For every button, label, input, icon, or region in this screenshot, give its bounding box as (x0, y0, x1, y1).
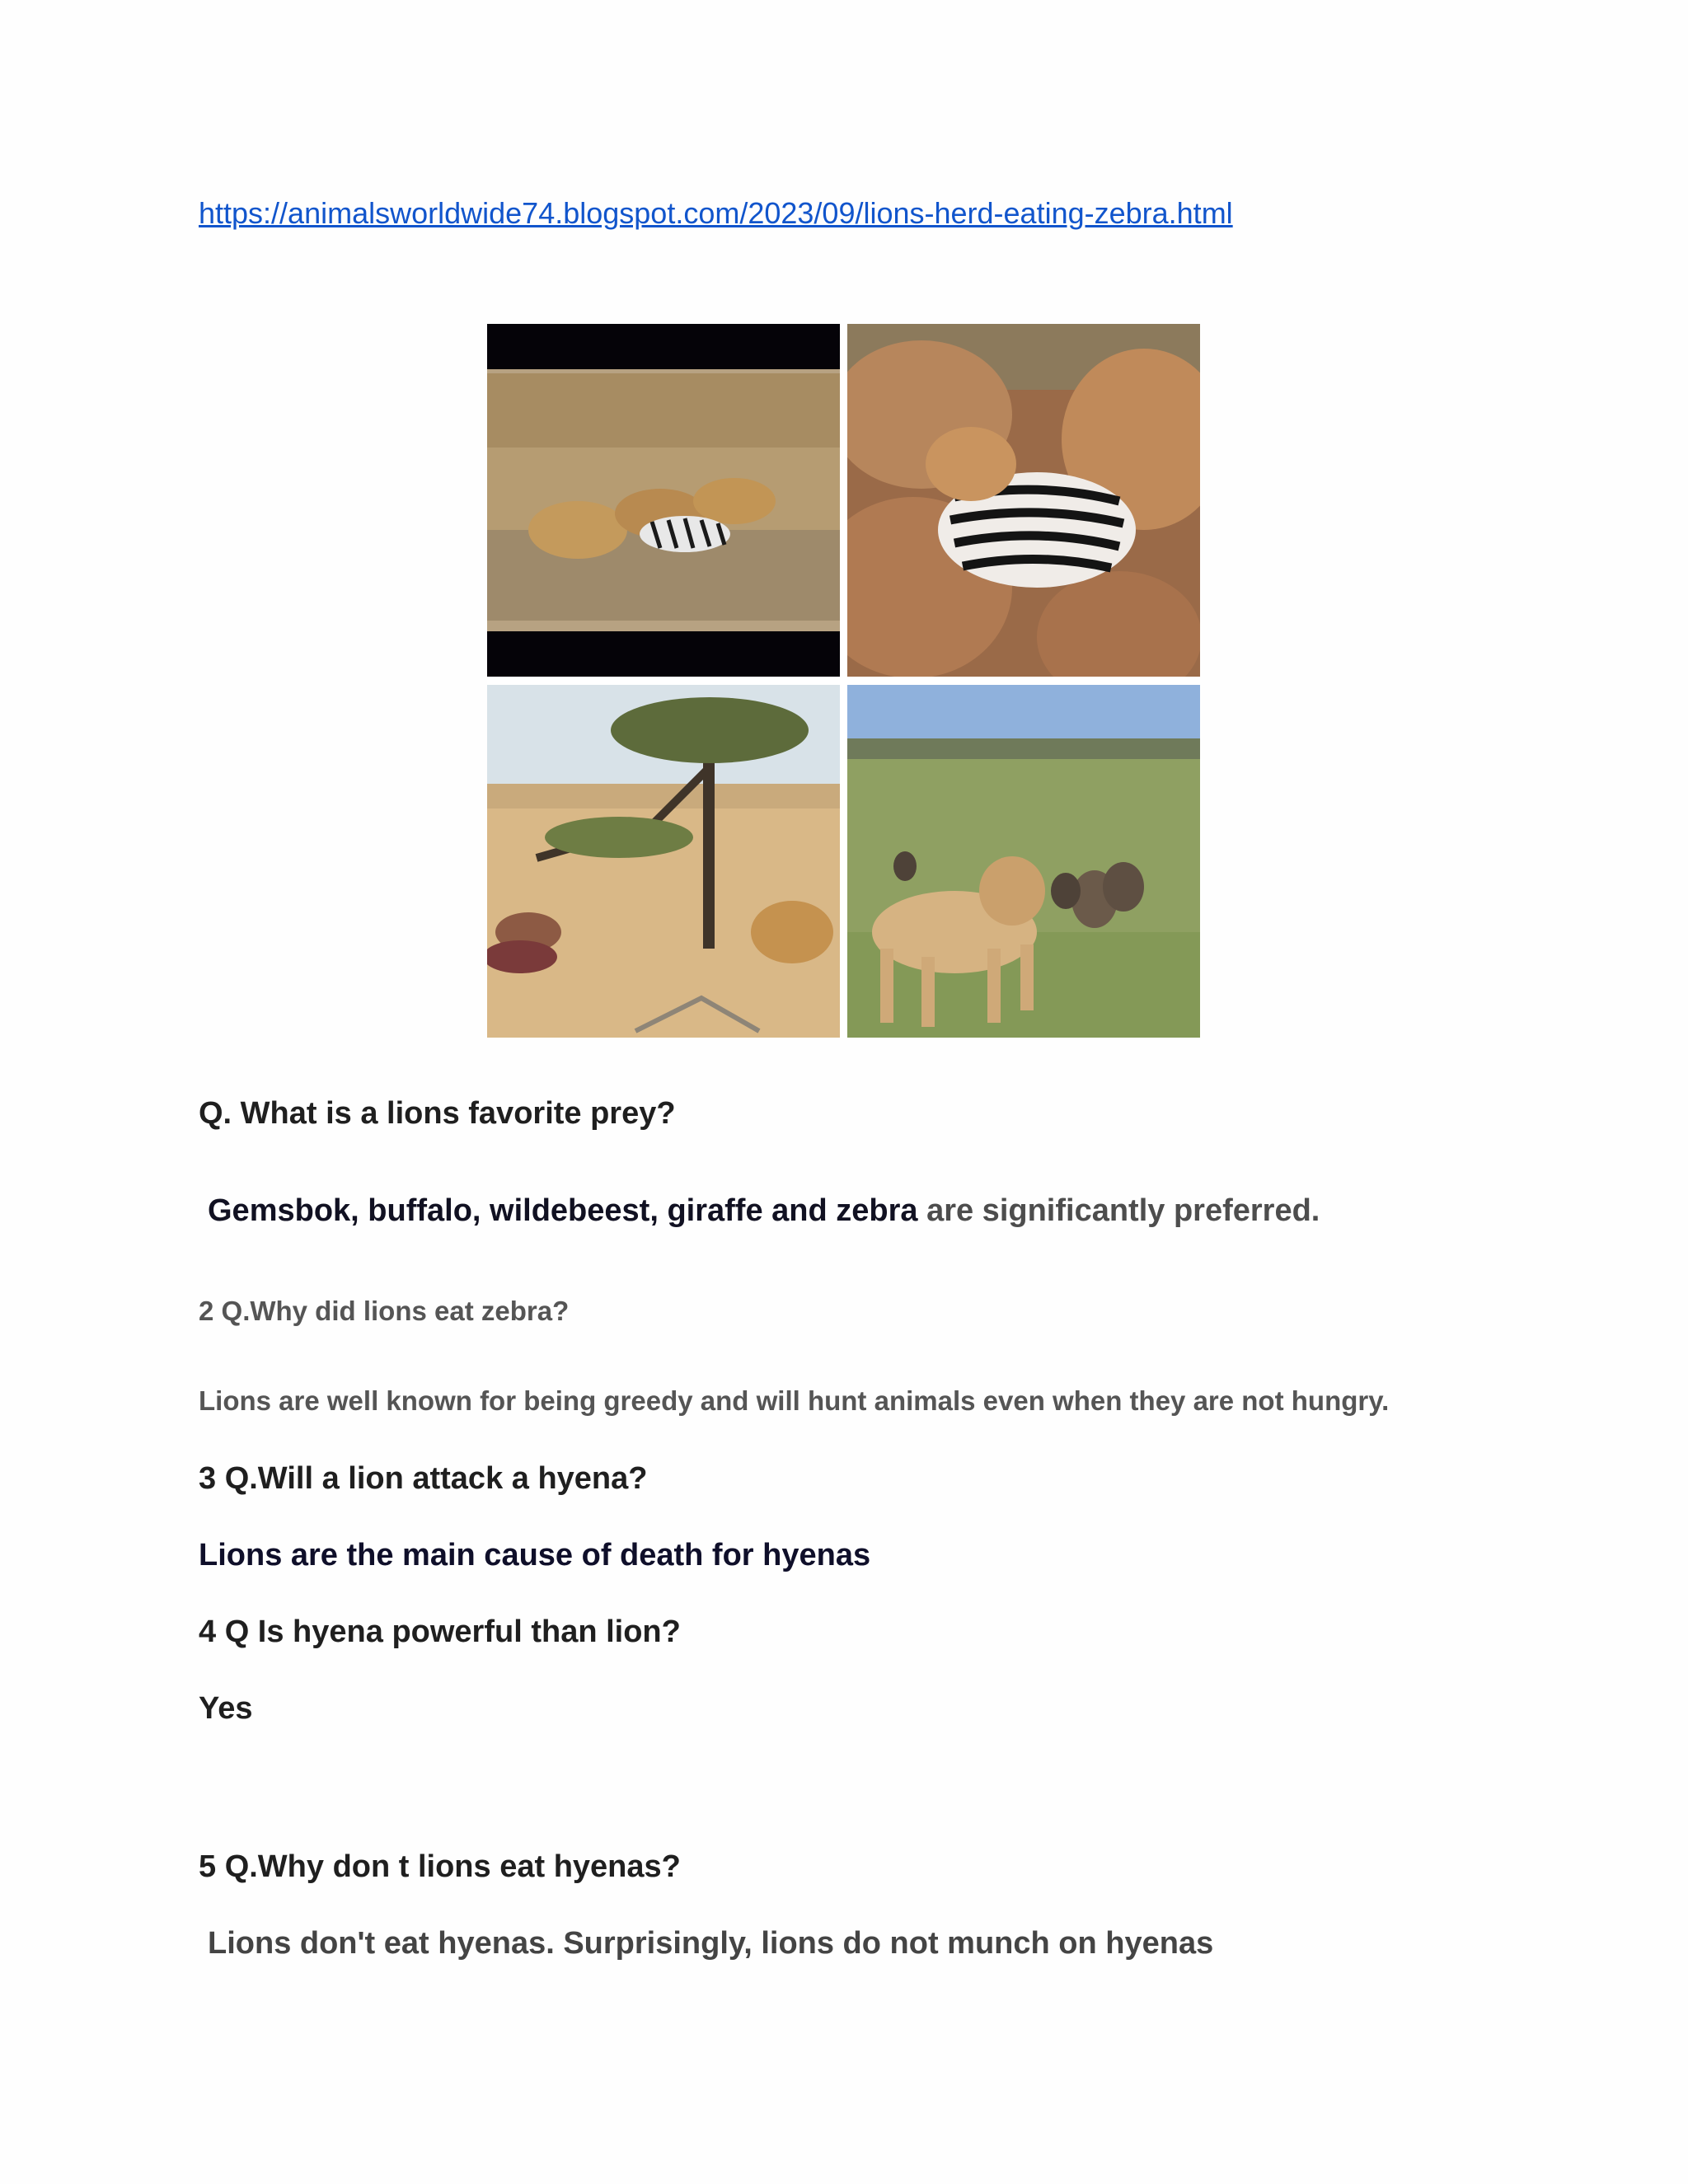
answer-5: Lions don't eat hyenas. Surprisingly, lions do not munch on hyenas (208, 1926, 1214, 1961)
photo-lion-facing-hyenas (847, 685, 1200, 1038)
photo-lion-with-carcass-under-tree (487, 685, 840, 1038)
answer-1-rest: are significantly preferred. (917, 1193, 1320, 1228)
photo-lions-eating-zebra-closeup (847, 324, 1200, 677)
photo-lions-eating-zebra-wide (487, 324, 840, 677)
question-2: 2 Q.Why did lions eat zebra? (199, 1296, 570, 1326)
question-5: 5 Q.Why don t lions eat hyenas? (199, 1849, 681, 1884)
answer-1-emphasis: Gemsbok, buffalo, wildebeest, giraffe and zebra (208, 1193, 918, 1228)
answer-1 (208, 1193, 1320, 1229)
answer-4: Yes (199, 1691, 253, 1726)
source-link[interactable]: https://animalsworldwide74.blogspot.com/2023/09/lions-herd-eating-zebra.html (199, 196, 1233, 230)
answer-3: Lions are the main cause of death for hyenas (199, 1538, 871, 1572)
question-3: 3 Q.Will a lion attack a hyena? (199, 1461, 648, 1496)
question-4: 4 Q Is hyena powerful than lion? (199, 1615, 681, 1649)
answer-2: Lions are well known for being greedy and will hunt animals even when they are not hungry. (199, 1385, 1390, 1416)
question-1: Q. What is a lions favorite prey? (199, 1096, 676, 1131)
photo-collage (487, 324, 1200, 1038)
